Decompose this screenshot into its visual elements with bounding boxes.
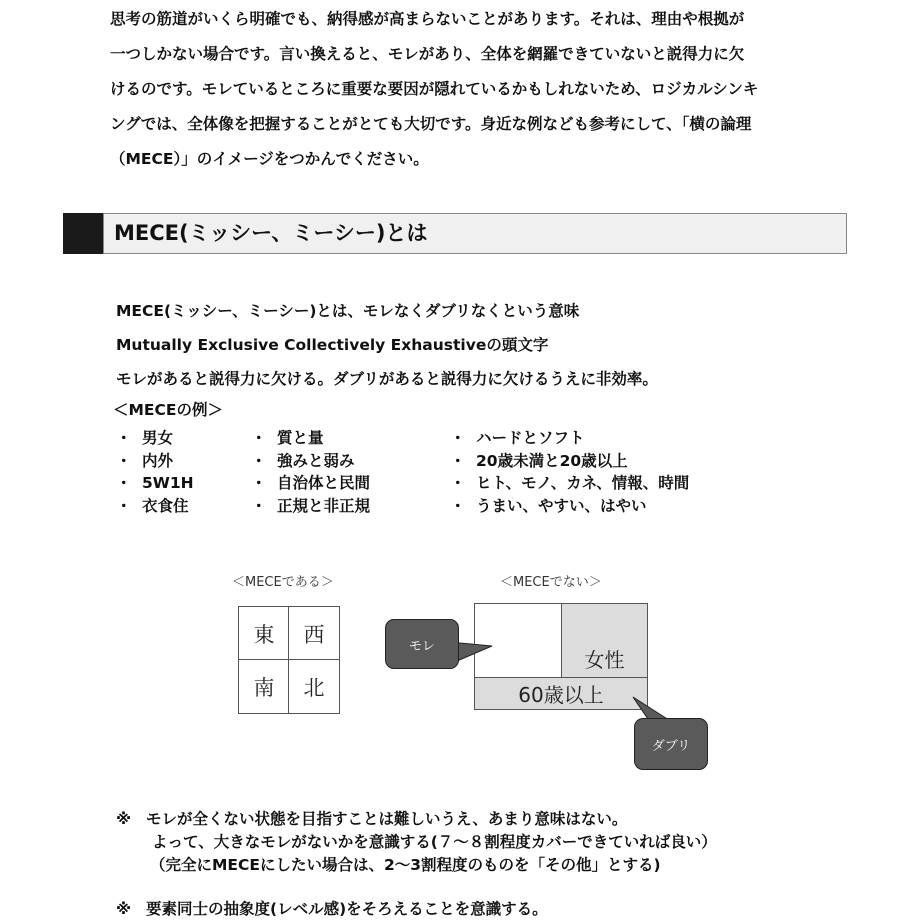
- examples-title: ＜MECEの例＞: [113, 401, 223, 419]
- female-region: [561, 603, 648, 678]
- note-mark: ※: [116, 900, 132, 918]
- section-title: MECE(ミッシー、ミーシー)とは: [114, 221, 428, 245]
- omission-callout: モレ: [385, 619, 459, 669]
- list-item: ・ 衣食住: [116, 496, 189, 515]
- grid-cell-south: 南: [253, 675, 275, 700]
- examples-column-3: [450, 427, 689, 517]
- list-item: ・ 強みと弱み: [251, 451, 355, 470]
- list-item: ・ うまい、やすい、はやい: [450, 496, 647, 515]
- definition-line: Mutually Exclusive Collectively Exhaustiveの頭文字: [116, 336, 549, 354]
- mece-grid: [238, 606, 340, 714]
- note-1: ※ モレが全くない状態を目指すことは難しいうえ、あまり意味はない。 よって、大きなモレがないかを意識する(７～８割程度カバーできていれば良い） （完全にMECEにしたい場合は、2～3割程度のものを「その他」とする): [116, 810, 717, 874]
- female-label: 女性: [584, 648, 625, 672]
- list-item: ・ 男女: [116, 429, 174, 447]
- definition-block: [116, 294, 658, 396]
- note-2: ※ 要素同士の抽象度(レベル感)をそろえることを意識する。: [116, 898, 548, 921]
- list-item: ・ 5W1H: [116, 474, 194, 492]
- list-item: ・ 自治体と民間: [251, 474, 371, 492]
- list-item: ・ ヒト、モノ、カネ、情報、時間: [450, 474, 690, 492]
- mece-caption: ＜MECEである＞: [232, 575, 334, 590]
- examples-column-1: [116, 427, 194, 517]
- list-item: ・ 内外: [116, 451, 174, 470]
- list-item: ・ 20歳未満と20歳以上: [450, 451, 628, 470]
- examples-column-2: [251, 427, 370, 517]
- duplicate-callout: ダブリ: [634, 718, 708, 770]
- definition-line: MECE(ミッシー、ミーシー)とは、モレなくダブリなくという意味: [116, 302, 580, 320]
- definition-line: モレがあると説得力に欠ける。ダブリがあると説得力に欠けるうえに非効率。: [116, 370, 658, 388]
- age-region: 60歳以上: [474, 677, 648, 710]
- section-marker-block: [63, 213, 103, 254]
- list-item: ・ ハードとソフト: [450, 429, 585, 447]
- grid-cell-east: 東: [253, 622, 275, 647]
- section-heading-bar: [103, 213, 847, 254]
- list-item: ・ 質と量: [251, 429, 324, 447]
- list-item: ・ 正規と非正規: [251, 496, 371, 515]
- intro-line: ングでは、全体像を把握することがとても大切です。身近な例なども参考にして、「横の論理: [110, 115, 752, 133]
- intro-line: 思考の筋道がいくら明確でも、納得感が高まらないことがあります。それは、理由や根拠が: [110, 10, 745, 28]
- intro-line: 一つしかない場合です。言い換えると、モレがあり、全体を網羅できていないと説得力に欠: [110, 45, 745, 63]
- intro-line: けるのです。モレているところに重要な要因が隠れているかもしれないため、ロジカルシンキ: [110, 80, 759, 98]
- not-mece-caption: ＜MECEでない＞: [500, 575, 602, 590]
- intro-paragraph: [110, 2, 830, 177]
- grid-cell-west: 西: [303, 622, 325, 647]
- blank-region: [474, 603, 562, 678]
- note-mark: ※: [116, 810, 132, 828]
- intro-line: （MECE）」のイメージをつかんでください。: [110, 150, 429, 168]
- grid-cell-north: 北: [303, 675, 325, 700]
